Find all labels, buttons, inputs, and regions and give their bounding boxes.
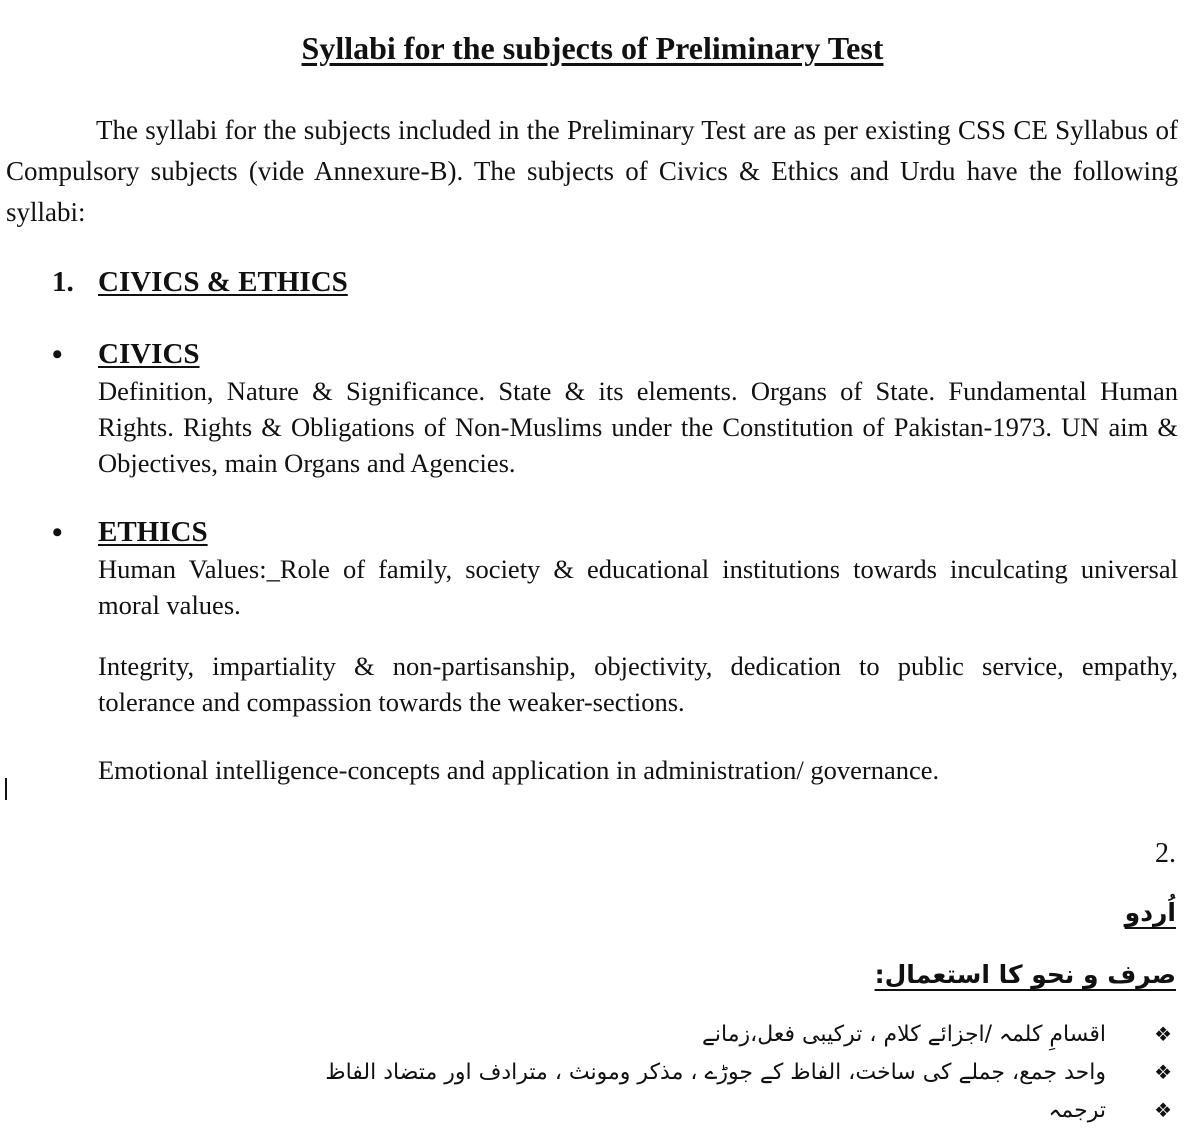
list-item-text: ترجمہ <box>1048 1098 1106 1123</box>
text-cursor-mark <box>5 778 7 800</box>
list-item <box>58 1060 1178 1098</box>
intro-text: The syllabi for the subjects included in the Preliminary Test are as per existing CSS CE Syllabus of Compulsory subjects (vide Annexure-B). The subjects of Civics & Ethics and Urdu have the following syllabi: <box>6 115 1178 227</box>
list-item <box>58 1022 1178 1060</box>
section-1-number: 1. <box>52 266 74 298</box>
civics-heading: CIVICS <box>98 338 200 370</box>
ethics-paragraph-3: Emotional intelligence-concepts and application in administration/ governance. <box>98 755 940 785</box>
ethics-heading: ETHICS <box>98 516 208 548</box>
urdu-grammar-heading: صرف و نحو کا استعمال: <box>874 960 1176 989</box>
section-2-number: 2. <box>1155 838 1176 869</box>
ethics-paragraph-2: Integrity, impartiality & non-partisanship, objectivity, dedication to public service, empathy, tolerance and compassion towards the weaker-sections. <box>98 651 1178 717</box>
list-item <box>58 1098 1178 1136</box>
document-title: Syllabi for the subjects of Preliminary Test <box>301 30 884 66</box>
list-item-text: واحد جمع، جملے کی ساخت، الفاظ کے جوڑے ، مذکر ومونث ، مترادف اور متضاد الفاظ <box>325 1060 1106 1085</box>
ethics-paragraph-1: Human Values:_Role of family, society & educational institutions towards inculcating universal moral values. <box>98 554 1178 620</box>
ethics-bullet: • <box>52 516 63 549</box>
diamond-bullet-icon: ❖ <box>1154 1098 1172 1122</box>
civics-bullet: • <box>52 338 63 371</box>
section-2-title: اُردو <box>1124 898 1176 927</box>
section-1-title: CIVICS & ETHICS <box>98 266 348 298</box>
diamond-bullet-icon: ❖ <box>1154 1060 1172 1084</box>
list-item-text: اقسامِ کلمہ /اجزائے کلام ، ترکیبی فعل،زمانے <box>702 1022 1106 1047</box>
urdu-topic-list <box>58 1022 1178 1136</box>
intro-paragraph <box>6 110 1178 233</box>
diamond-bullet-icon: ❖ <box>1154 1022 1172 1046</box>
civics-description: Definition, Nature & Significance. State & its elements. Organs of State. Fundamental Human Rights. Rights & Obligations of Non-Muslims under the Constitution of Pakistan-1973. UN aim & Objectives, main Organs and Agencies. <box>98 376 1178 478</box>
